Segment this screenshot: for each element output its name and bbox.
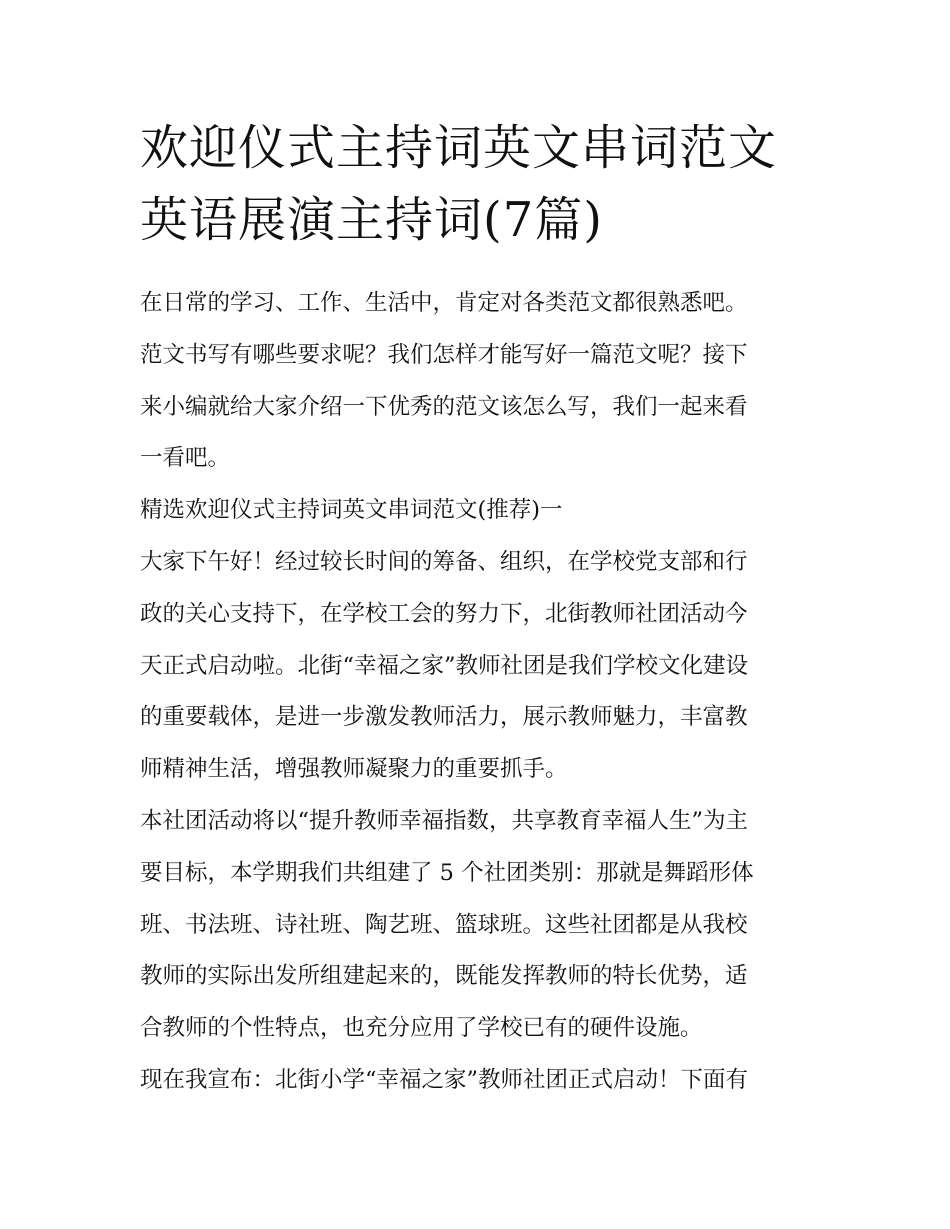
text-line: 本社团活动将以“提升教师幸福指数，共享教育幸福人生”为主: [140, 807, 749, 834]
text-line: 教师的实际出发所组建起来的，既能发挥教师的特长优势，适: [140, 963, 748, 990]
text-line: 班、书法班、诗社班、陶艺班、篮球班。这些社团都是从我校: [140, 911, 748, 938]
text-line: 来小编就给大家介绍一下优秀的范文该怎么写，我们一起来看: [140, 393, 748, 420]
body-paragraph: [140, 796, 820, 1055]
body-paragraph: [140, 1055, 820, 1107]
text-line: 范文书写有哪些要求呢？我们怎样才能写好一篇范文呢？接下: [140, 341, 748, 368]
document-body: [140, 278, 820, 1107]
intro-paragraph: [140, 278, 820, 485]
text-line: 政的关心支持下，在学校工会的努力下，北街教师社团活动今: [140, 600, 748, 627]
text-line: 大家下午好！经过较长时间的筹备、组织，在学校党支部和行: [140, 548, 748, 575]
text-line: 的重要载体，是进一步激发教师活力，展示教师魅力，丰富教: [140, 704, 748, 731]
text-line: 天正式启动啦。北街“幸福之家”教师社团是我们学校文化建设: [140, 652, 749, 679]
text-line: 现在我宣布：北街小学“幸福之家”教师社团正式启动！下面有: [140, 1066, 749, 1093]
body-paragraph: [140, 537, 820, 796]
title-line: 英语展演主持词(7篇): [140, 192, 603, 248]
text-line: 一看吧。: [140, 445, 231, 472]
text-line: 在日常的学习、工作、生活中，肯定对各类范文都很熟悉吧。: [140, 290, 748, 316]
text-line: 师精神生活，增强教师凝聚力的重要抓手。: [140, 756, 568, 783]
document-title: [140, 112, 830, 256]
text-line: 精选欢迎仪式主持词英文串词范文(推荐)一: [140, 497, 563, 524]
text-line: 合教师的个性特点，也充分应用了学校已有的硬件设施。: [140, 1015, 703, 1042]
section-heading: [140, 485, 820, 537]
text-line: 要目标，本学期我们共组建了 5 个社团类别：那就是舞蹈形体: [140, 859, 754, 886]
title-line: 欢迎仪式主持词英文串词范文: [140, 120, 778, 176]
